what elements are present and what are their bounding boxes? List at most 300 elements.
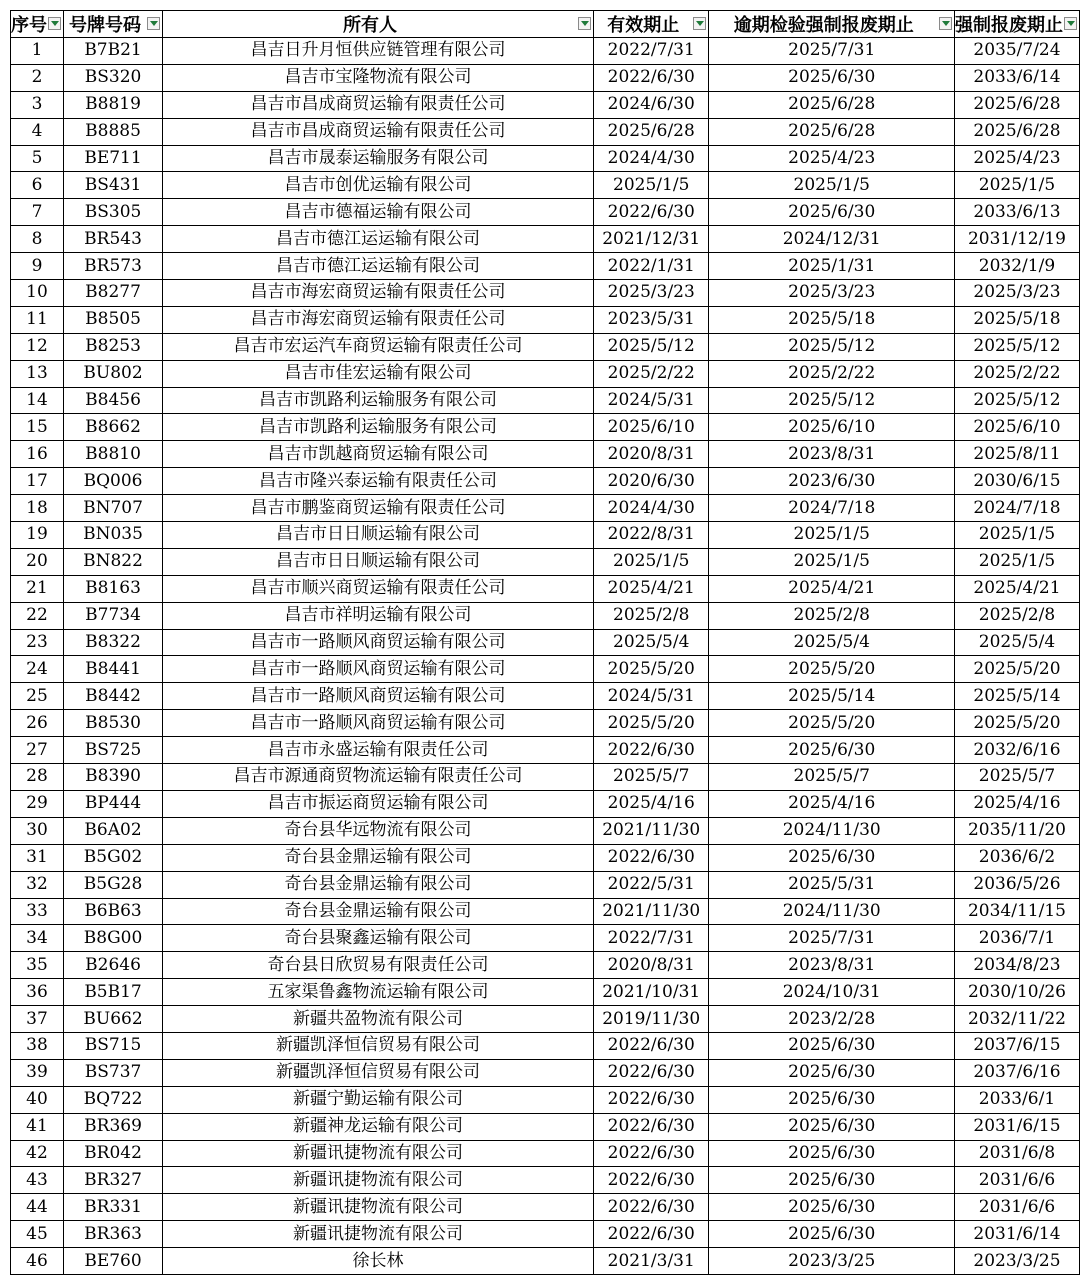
filter-dropdown-icon[interactable] bbox=[939, 17, 952, 30]
cell-plate[interactable]: B6B63 bbox=[64, 898, 163, 925]
cell-seq[interactable]: 11 bbox=[11, 306, 64, 333]
cell-owner[interactable]: 昌吉市隆兴泰运输有限责任公司 bbox=[163, 468, 594, 495]
cell-plate[interactable]: B8322 bbox=[64, 629, 163, 656]
table-row[interactable] bbox=[11, 1140, 1080, 1167]
cell-valid-until[interactable]: 2021/11/30 bbox=[594, 898, 709, 925]
cell-plate[interactable]: BU802 bbox=[64, 360, 163, 387]
cell-owner[interactable]: 新疆神龙运输有限公司 bbox=[163, 1113, 594, 1140]
cell-overdue-scrap[interactable]: 2025/6/30 bbox=[709, 844, 955, 871]
cell-valid-until[interactable]: 2022/6/30 bbox=[594, 1086, 709, 1113]
cell-valid-until[interactable]: 2022/6/30 bbox=[594, 1221, 709, 1248]
table-row[interactable] bbox=[11, 764, 1080, 791]
cell-plate[interactable]: B8505 bbox=[64, 306, 163, 333]
table-row[interactable] bbox=[11, 226, 1080, 253]
cell-plate[interactable]: B8810 bbox=[64, 441, 163, 468]
cell-valid-until[interactable]: 2025/5/12 bbox=[594, 333, 709, 360]
cell-valid-until[interactable]: 2022/6/30 bbox=[594, 64, 709, 91]
cell-owner[interactable]: 昌吉市鹏鉴商贸运输有限责任公司 bbox=[163, 495, 594, 522]
table-row[interactable] bbox=[11, 280, 1080, 307]
filter-dropdown-icon[interactable] bbox=[1064, 17, 1077, 30]
cell-seq[interactable]: 6 bbox=[11, 172, 64, 199]
table-row[interactable] bbox=[11, 602, 1080, 629]
cell-overdue-scrap[interactable]: 2025/6/30 bbox=[709, 1032, 955, 1059]
cell-seq[interactable]: 39 bbox=[11, 1059, 64, 1086]
cell-plate[interactable]: BN707 bbox=[64, 495, 163, 522]
cell-owner[interactable]: 昌吉市祥明运输有限公司 bbox=[163, 602, 594, 629]
cell-owner[interactable]: 昌吉市德江运运输有限公司 bbox=[163, 253, 594, 280]
cell-overdue-scrap[interactable]: 2025/6/30 bbox=[709, 199, 955, 226]
cell-owner[interactable]: 新疆讯捷物流有限公司 bbox=[163, 1221, 594, 1248]
cell-mandatory-scrap[interactable]: 2025/5/14 bbox=[954, 683, 1079, 710]
cell-mandatory-scrap[interactable]: 2035/11/20 bbox=[954, 817, 1079, 844]
cell-plate[interactable]: BS431 bbox=[64, 172, 163, 199]
cell-seq[interactable]: 1 bbox=[11, 38, 64, 65]
cell-mandatory-scrap[interactable]: 2025/5/20 bbox=[954, 710, 1079, 737]
filter-dropdown-icon[interactable] bbox=[147, 17, 160, 30]
cell-valid-until[interactable]: 2025/2/8 bbox=[594, 602, 709, 629]
cell-owner[interactable]: 奇台县华远物流有限公司 bbox=[163, 817, 594, 844]
cell-mandatory-scrap[interactable]: 2025/4/21 bbox=[954, 575, 1079, 602]
cell-valid-until[interactable]: 2024/6/30 bbox=[594, 91, 709, 118]
cell-seq[interactable]: 22 bbox=[11, 602, 64, 629]
cell-plate[interactable]: BR331 bbox=[64, 1194, 163, 1221]
cell-valid-until[interactable]: 2022/6/30 bbox=[594, 1140, 709, 1167]
cell-overdue-scrap[interactable]: 2025/6/30 bbox=[709, 1221, 955, 1248]
cell-valid-until[interactable]: 2020/8/31 bbox=[594, 952, 709, 979]
table-row[interactable] bbox=[11, 871, 1080, 898]
cell-mandatory-scrap[interactable]: 2025/1/5 bbox=[954, 172, 1079, 199]
table-row[interactable] bbox=[11, 333, 1080, 360]
cell-overdue-scrap[interactable]: 2025/6/30 bbox=[709, 1086, 955, 1113]
cell-owner[interactable]: 昌吉市创优运输有限公司 bbox=[163, 172, 594, 199]
cell-plate[interactable]: B8441 bbox=[64, 656, 163, 683]
cell-valid-until[interactable]: 2022/6/30 bbox=[594, 1194, 709, 1221]
cell-valid-until[interactable]: 2024/4/30 bbox=[594, 495, 709, 522]
cell-owner[interactable]: 昌吉市凯路利运输服务有限公司 bbox=[163, 387, 594, 414]
cell-overdue-scrap[interactable]: 2025/5/18 bbox=[709, 306, 955, 333]
cell-plate[interactable]: BP444 bbox=[64, 790, 163, 817]
cell-owner[interactable]: 昌吉市一路顺风商贸运输有限公司 bbox=[163, 656, 594, 683]
cell-plate[interactable]: BR369 bbox=[64, 1113, 163, 1140]
cell-valid-until[interactable]: 2022/7/31 bbox=[594, 925, 709, 952]
table-row[interactable] bbox=[11, 1113, 1080, 1140]
cell-valid-until[interactable]: 2025/1/5 bbox=[594, 172, 709, 199]
filter-dropdown-icon[interactable] bbox=[48, 17, 61, 30]
cell-valid-until[interactable]: 2022/6/30 bbox=[594, 1113, 709, 1140]
cell-mandatory-scrap[interactable]: 2037/6/15 bbox=[954, 1032, 1079, 1059]
cell-mandatory-scrap[interactable]: 2025/6/10 bbox=[954, 414, 1079, 441]
cell-plate[interactable]: B2646 bbox=[64, 952, 163, 979]
table-row[interactable] bbox=[11, 199, 1080, 226]
cell-overdue-scrap[interactable]: 2023/8/31 bbox=[709, 952, 955, 979]
table-row[interactable] bbox=[11, 952, 1080, 979]
cell-owner[interactable]: 新疆宁勤运输有限公司 bbox=[163, 1086, 594, 1113]
cell-mandatory-scrap[interactable]: 2035/7/24 bbox=[954, 38, 1079, 65]
cell-mandatory-scrap[interactable]: 2025/1/5 bbox=[954, 548, 1079, 575]
cell-overdue-scrap[interactable]: 2025/5/31 bbox=[709, 871, 955, 898]
cell-overdue-scrap[interactable]: 2023/3/25 bbox=[709, 1248, 955, 1275]
filter-dropdown-icon[interactable] bbox=[693, 17, 706, 30]
cell-seq[interactable]: 17 bbox=[11, 468, 64, 495]
cell-mandatory-scrap[interactable]: 2034/11/15 bbox=[954, 898, 1079, 925]
cell-owner[interactable]: 昌吉市佳宏运输有限公司 bbox=[163, 360, 594, 387]
table-row[interactable] bbox=[11, 817, 1080, 844]
cell-mandatory-scrap[interactable]: 2031/6/14 bbox=[954, 1221, 1079, 1248]
cell-plate[interactable]: B8163 bbox=[64, 575, 163, 602]
cell-overdue-scrap[interactable]: 2025/6/30 bbox=[709, 1140, 955, 1167]
cell-overdue-scrap[interactable]: 2025/6/30 bbox=[709, 64, 955, 91]
cell-overdue-scrap[interactable]: 2025/5/12 bbox=[709, 333, 955, 360]
cell-seq[interactable]: 23 bbox=[11, 629, 64, 656]
cell-mandatory-scrap[interactable]: 2025/3/23 bbox=[954, 280, 1079, 307]
cell-overdue-scrap[interactable]: 2025/4/23 bbox=[709, 145, 955, 172]
cell-seq[interactable]: 2 bbox=[11, 64, 64, 91]
cell-overdue-scrap[interactable]: 2024/11/30 bbox=[709, 817, 955, 844]
table-row[interactable] bbox=[11, 414, 1080, 441]
cell-valid-until[interactable]: 2022/6/30 bbox=[594, 199, 709, 226]
cell-valid-until[interactable]: 2022/5/31 bbox=[594, 871, 709, 898]
cell-plate[interactable]: BE711 bbox=[64, 145, 163, 172]
cell-seq[interactable]: 44 bbox=[11, 1194, 64, 1221]
cell-mandatory-scrap[interactable]: 2025/8/11 bbox=[954, 441, 1079, 468]
cell-mandatory-scrap[interactable]: 2025/5/18 bbox=[954, 306, 1079, 333]
cell-seq[interactable]: 27 bbox=[11, 737, 64, 764]
cell-mandatory-scrap[interactable]: 2032/1/9 bbox=[954, 253, 1079, 280]
cell-plate[interactable]: BQ722 bbox=[64, 1086, 163, 1113]
cell-overdue-scrap[interactable]: 2025/6/30 bbox=[709, 737, 955, 764]
cell-overdue-scrap[interactable]: 2025/1/5 bbox=[709, 548, 955, 575]
cell-plate[interactable]: B8662 bbox=[64, 414, 163, 441]
cell-overdue-scrap[interactable]: 2025/5/14 bbox=[709, 683, 955, 710]
cell-overdue-scrap[interactable]: 2023/2/28 bbox=[709, 1006, 955, 1033]
cell-valid-until[interactable]: 2022/6/30 bbox=[594, 844, 709, 871]
cell-plate[interactable]: B8253 bbox=[64, 333, 163, 360]
cell-plate[interactable]: B7B21 bbox=[64, 38, 163, 65]
table-row[interactable] bbox=[11, 38, 1080, 65]
cell-valid-until[interactable]: 2022/1/31 bbox=[594, 253, 709, 280]
table-row[interactable] bbox=[11, 91, 1080, 118]
cell-mandatory-scrap[interactable]: 2032/6/16 bbox=[954, 737, 1079, 764]
cell-overdue-scrap[interactable]: 2025/5/20 bbox=[709, 710, 955, 737]
cell-plate[interactable]: BR573 bbox=[64, 253, 163, 280]
cell-seq[interactable]: 20 bbox=[11, 548, 64, 575]
cell-plate[interactable]: BR327 bbox=[64, 1167, 163, 1194]
cell-plate[interactable]: BQ006 bbox=[64, 468, 163, 495]
cell-mandatory-scrap[interactable]: 2024/7/18 bbox=[954, 495, 1079, 522]
cell-overdue-scrap[interactable]: 2025/1/5 bbox=[709, 172, 955, 199]
cell-overdue-scrap[interactable]: 2023/8/31 bbox=[709, 441, 955, 468]
cell-owner[interactable]: 新疆凯泽恒信贸易有限公司 bbox=[163, 1032, 594, 1059]
cell-valid-until[interactable]: 2022/6/30 bbox=[594, 1032, 709, 1059]
cell-valid-until[interactable]: 2022/8/31 bbox=[594, 522, 709, 549]
cell-mandatory-scrap[interactable]: 2025/5/20 bbox=[954, 656, 1079, 683]
table-row[interactable] bbox=[11, 548, 1080, 575]
table-row[interactable] bbox=[11, 306, 1080, 333]
cell-plate[interactable]: B8530 bbox=[64, 710, 163, 737]
cell-overdue-scrap[interactable]: 2025/5/7 bbox=[709, 764, 955, 791]
table-row[interactable] bbox=[11, 172, 1080, 199]
cell-owner[interactable]: 奇台县金鼎运输有限公司 bbox=[163, 871, 594, 898]
cell-valid-until[interactable]: 2025/5/20 bbox=[594, 710, 709, 737]
table-row[interactable] bbox=[11, 1006, 1080, 1033]
cell-overdue-scrap[interactable]: 2025/7/31 bbox=[709, 38, 955, 65]
cell-overdue-scrap[interactable]: 2024/12/31 bbox=[709, 226, 955, 253]
cell-plate[interactable]: B8G00 bbox=[64, 925, 163, 952]
cell-mandatory-scrap[interactable]: 2025/5/12 bbox=[954, 387, 1079, 414]
cell-overdue-scrap[interactable]: 2025/1/31 bbox=[709, 253, 955, 280]
table-row[interactable] bbox=[11, 387, 1080, 414]
cell-seq[interactable]: 4 bbox=[11, 118, 64, 145]
cell-owner[interactable]: 奇台县聚鑫运输有限公司 bbox=[163, 925, 594, 952]
cell-valid-until[interactable]: 2022/6/30 bbox=[594, 1059, 709, 1086]
cell-overdue-scrap[interactable]: 2025/2/8 bbox=[709, 602, 955, 629]
cell-seq[interactable]: 24 bbox=[11, 656, 64, 683]
cell-valid-until[interactable]: 2025/5/4 bbox=[594, 629, 709, 656]
cell-seq[interactable]: 13 bbox=[11, 360, 64, 387]
cell-seq[interactable]: 7 bbox=[11, 199, 64, 226]
cell-seq[interactable]: 45 bbox=[11, 1221, 64, 1248]
cell-seq[interactable]: 43 bbox=[11, 1167, 64, 1194]
cell-overdue-scrap[interactable]: 2025/7/31 bbox=[709, 925, 955, 952]
cell-mandatory-scrap[interactable]: 2031/6/6 bbox=[954, 1167, 1079, 1194]
cell-overdue-scrap[interactable]: 2025/5/20 bbox=[709, 656, 955, 683]
cell-seq[interactable]: 37 bbox=[11, 1006, 64, 1033]
cell-overdue-scrap[interactable]: 2025/5/4 bbox=[709, 629, 955, 656]
table-row[interactable] bbox=[11, 683, 1080, 710]
cell-mandatory-scrap[interactable]: 2025/6/28 bbox=[954, 91, 1079, 118]
cell-owner[interactable]: 昌吉市振运商贸运输有限公司 bbox=[163, 790, 594, 817]
cell-valid-until[interactable]: 2025/4/16 bbox=[594, 790, 709, 817]
cell-owner[interactable]: 昌吉市凯路利运输服务有限公司 bbox=[163, 414, 594, 441]
cell-mandatory-scrap[interactable]: 2031/12/19 bbox=[954, 226, 1079, 253]
cell-seq[interactable]: 12 bbox=[11, 333, 64, 360]
table-row[interactable] bbox=[11, 898, 1080, 925]
cell-owner[interactable]: 昌吉市凯越商贸运输有限公司 bbox=[163, 441, 594, 468]
cell-owner[interactable]: 新疆讯捷物流有限公司 bbox=[163, 1194, 594, 1221]
cell-owner[interactable]: 昌吉市昌成商贸运输有限责任公司 bbox=[163, 91, 594, 118]
cell-seq[interactable]: 30 bbox=[11, 817, 64, 844]
cell-owner[interactable]: 昌吉市日日顺运输有限公司 bbox=[163, 548, 594, 575]
cell-mandatory-scrap[interactable]: 2025/5/12 bbox=[954, 333, 1079, 360]
cell-valid-until[interactable]: 2025/6/28 bbox=[594, 118, 709, 145]
cell-plate[interactable]: B5B17 bbox=[64, 979, 163, 1006]
cell-valid-until[interactable]: 2020/6/30 bbox=[594, 468, 709, 495]
cell-mandatory-scrap[interactable]: 2025/5/4 bbox=[954, 629, 1079, 656]
cell-overdue-scrap[interactable]: 2023/6/30 bbox=[709, 468, 955, 495]
cell-plate[interactable]: B8885 bbox=[64, 118, 163, 145]
cell-valid-until[interactable]: 2022/6/30 bbox=[594, 737, 709, 764]
cell-valid-until[interactable]: 2025/5/20 bbox=[594, 656, 709, 683]
table-row[interactable] bbox=[11, 441, 1080, 468]
cell-valid-until[interactable]: 2021/10/31 bbox=[594, 979, 709, 1006]
cell-owner[interactable]: 奇台县日欣贸易有限责任公司 bbox=[163, 952, 594, 979]
cell-seq[interactable]: 28 bbox=[11, 764, 64, 791]
cell-seq[interactable]: 16 bbox=[11, 441, 64, 468]
cell-seq[interactable]: 29 bbox=[11, 790, 64, 817]
cell-owner[interactable]: 新疆凯泽恒信贸易有限公司 bbox=[163, 1059, 594, 1086]
cell-owner[interactable]: 昌吉市永盛运输有限责任公司 bbox=[163, 737, 594, 764]
table-row[interactable] bbox=[11, 253, 1080, 280]
table-row[interactable] bbox=[11, 575, 1080, 602]
cell-mandatory-scrap[interactable]: 2025/2/8 bbox=[954, 602, 1079, 629]
cell-owner[interactable]: 昌吉市昌成商贸运输有限责任公司 bbox=[163, 118, 594, 145]
cell-mandatory-scrap[interactable]: 2030/6/15 bbox=[954, 468, 1079, 495]
cell-overdue-scrap[interactable]: 2025/6/28 bbox=[709, 91, 955, 118]
cell-owner[interactable]: 昌吉市日日顺运输有限公司 bbox=[163, 522, 594, 549]
cell-valid-until[interactable]: 2025/3/23 bbox=[594, 280, 709, 307]
cell-owner[interactable]: 徐长林 bbox=[163, 1248, 594, 1275]
table-row[interactable] bbox=[11, 1248, 1080, 1275]
cell-seq[interactable]: 36 bbox=[11, 979, 64, 1006]
cell-plate[interactable]: B8456 bbox=[64, 387, 163, 414]
cell-mandatory-scrap[interactable]: 2033/6/13 bbox=[954, 199, 1079, 226]
cell-plate[interactable]: B5G28 bbox=[64, 871, 163, 898]
cell-valid-until[interactable]: 2025/1/5 bbox=[594, 548, 709, 575]
cell-seq[interactable]: 40 bbox=[11, 1086, 64, 1113]
table-row[interactable] bbox=[11, 1194, 1080, 1221]
table-row[interactable] bbox=[11, 64, 1080, 91]
table-row[interactable] bbox=[11, 629, 1080, 656]
cell-owner[interactable]: 昌吉市一路顺风商贸运输有限公司 bbox=[163, 629, 594, 656]
cell-mandatory-scrap[interactable]: 2033/6/14 bbox=[954, 64, 1079, 91]
cell-plate[interactable]: BS725 bbox=[64, 737, 163, 764]
cell-valid-until[interactable]: 2020/8/31 bbox=[594, 441, 709, 468]
table-row[interactable] bbox=[11, 145, 1080, 172]
cell-owner[interactable]: 昌吉市海宏商贸运输有限责任公司 bbox=[163, 280, 594, 307]
cell-plate[interactable]: BR363 bbox=[64, 1221, 163, 1248]
cell-overdue-scrap[interactable]: 2025/6/10 bbox=[709, 414, 955, 441]
cell-valid-until[interactable]: 2021/3/31 bbox=[594, 1248, 709, 1275]
cell-seq[interactable]: 25 bbox=[11, 683, 64, 710]
cell-valid-until[interactable]: 2022/7/31 bbox=[594, 38, 709, 65]
cell-overdue-scrap[interactable]: 2024/10/31 bbox=[709, 979, 955, 1006]
cell-seq[interactable]: 31 bbox=[11, 844, 64, 871]
cell-mandatory-scrap[interactable]: 2036/6/2 bbox=[954, 844, 1079, 871]
cell-mandatory-scrap[interactable]: 2030/10/26 bbox=[954, 979, 1079, 1006]
cell-owner[interactable]: 新疆共盈物流有限公司 bbox=[163, 1006, 594, 1033]
cell-seq[interactable]: 3 bbox=[11, 91, 64, 118]
table-row[interactable] bbox=[11, 979, 1080, 1006]
cell-overdue-scrap[interactable]: 2025/6/28 bbox=[709, 118, 955, 145]
cell-owner[interactable]: 昌吉市顺兴商贸运输有限责任公司 bbox=[163, 575, 594, 602]
cell-overdue-scrap[interactable]: 2025/4/21 bbox=[709, 575, 955, 602]
cell-overdue-scrap[interactable]: 2025/6/30 bbox=[709, 1113, 955, 1140]
cell-mandatory-scrap[interactable]: 2025/4/23 bbox=[954, 145, 1079, 172]
cell-seq[interactable]: 42 bbox=[11, 1140, 64, 1167]
cell-valid-until[interactable]: 2024/5/31 bbox=[594, 387, 709, 414]
cell-overdue-scrap[interactable]: 2025/2/22 bbox=[709, 360, 955, 387]
cell-owner[interactable]: 昌吉市一路顺风商贸运输有限公司 bbox=[163, 683, 594, 710]
cell-seq[interactable]: 21 bbox=[11, 575, 64, 602]
cell-seq[interactable]: 19 bbox=[11, 522, 64, 549]
cell-seq[interactable]: 15 bbox=[11, 414, 64, 441]
cell-valid-until[interactable]: 2025/2/22 bbox=[594, 360, 709, 387]
cell-valid-until[interactable]: 2024/5/31 bbox=[594, 683, 709, 710]
cell-seq[interactable]: 14 bbox=[11, 387, 64, 414]
cell-valid-until[interactable]: 2021/11/30 bbox=[594, 817, 709, 844]
cell-overdue-scrap[interactable]: 2025/6/30 bbox=[709, 1194, 955, 1221]
cell-seq[interactable]: 8 bbox=[11, 226, 64, 253]
cell-plate[interactable]: BN035 bbox=[64, 522, 163, 549]
cell-valid-until[interactable]: 2025/5/7 bbox=[594, 764, 709, 791]
cell-mandatory-scrap[interactable]: 2025/1/5 bbox=[954, 522, 1079, 549]
cell-seq[interactable]: 5 bbox=[11, 145, 64, 172]
table-row[interactable] bbox=[11, 844, 1080, 871]
cell-overdue-scrap[interactable]: 2025/6/30 bbox=[709, 1167, 955, 1194]
table-row[interactable] bbox=[11, 656, 1080, 683]
table-row[interactable] bbox=[11, 710, 1080, 737]
cell-owner[interactable]: 昌吉市源通商贸物流运输有限责任公司 bbox=[163, 764, 594, 791]
table-row[interactable] bbox=[11, 1221, 1080, 1248]
cell-mandatory-scrap[interactable]: 2031/6/15 bbox=[954, 1113, 1079, 1140]
cell-overdue-scrap[interactable]: 2024/7/18 bbox=[709, 495, 955, 522]
cell-owner[interactable]: 昌吉日升月恒供应链管理有限公司 bbox=[163, 38, 594, 65]
cell-owner[interactable]: 奇台县金鼎运输有限公司 bbox=[163, 898, 594, 925]
cell-mandatory-scrap[interactable]: 2032/11/22 bbox=[954, 1006, 1079, 1033]
cell-owner[interactable]: 昌吉市宝隆物流有限公司 bbox=[163, 64, 594, 91]
table-row[interactable] bbox=[11, 1059, 1080, 1086]
table-row[interactable] bbox=[11, 790, 1080, 817]
cell-valid-until[interactable]: 2025/6/10 bbox=[594, 414, 709, 441]
cell-seq[interactable]: 35 bbox=[11, 952, 64, 979]
cell-owner[interactable]: 新疆讯捷物流有限公司 bbox=[163, 1167, 594, 1194]
cell-mandatory-scrap[interactable]: 2036/5/26 bbox=[954, 871, 1079, 898]
table-row[interactable] bbox=[11, 737, 1080, 764]
cell-plate[interactable]: B7734 bbox=[64, 602, 163, 629]
cell-owner[interactable]: 昌吉市海宏商贸运输有限责任公司 bbox=[163, 306, 594, 333]
table-row[interactable] bbox=[11, 1086, 1080, 1113]
cell-seq[interactable]: 26 bbox=[11, 710, 64, 737]
table-row[interactable] bbox=[11, 495, 1080, 522]
cell-plate[interactable]: B8442 bbox=[64, 683, 163, 710]
cell-seq[interactable]: 46 bbox=[11, 1248, 64, 1275]
cell-seq[interactable]: 41 bbox=[11, 1113, 64, 1140]
cell-mandatory-scrap[interactable]: 2034/8/23 bbox=[954, 952, 1079, 979]
cell-valid-until[interactable]: 2025/4/21 bbox=[594, 575, 709, 602]
table-row[interactable] bbox=[11, 118, 1080, 145]
table-row[interactable] bbox=[11, 360, 1080, 387]
cell-overdue-scrap[interactable]: 2025/4/16 bbox=[709, 790, 955, 817]
cell-overdue-scrap[interactable]: 2025/1/5 bbox=[709, 522, 955, 549]
cell-mandatory-scrap[interactable]: 2023/3/25 bbox=[954, 1248, 1079, 1275]
cell-plate[interactable]: BS715 bbox=[64, 1032, 163, 1059]
cell-plate[interactable]: BR042 bbox=[64, 1140, 163, 1167]
cell-overdue-scrap[interactable]: 2025/5/12 bbox=[709, 387, 955, 414]
cell-seq[interactable]: 33 bbox=[11, 898, 64, 925]
cell-plate[interactable]: B8819 bbox=[64, 91, 163, 118]
cell-owner[interactable]: 昌吉市德江运运输有限公司 bbox=[163, 226, 594, 253]
cell-owner[interactable]: 昌吉市晟泰运输服务有限公司 bbox=[163, 145, 594, 172]
cell-valid-until[interactable]: 2024/4/30 bbox=[594, 145, 709, 172]
cell-seq[interactable]: 32 bbox=[11, 871, 64, 898]
cell-owner[interactable]: 五家渠鲁鑫物流运输有限公司 bbox=[163, 979, 594, 1006]
table-row[interactable] bbox=[11, 468, 1080, 495]
cell-overdue-scrap[interactable]: 2024/11/30 bbox=[709, 898, 955, 925]
cell-mandatory-scrap[interactable]: 2025/4/16 bbox=[954, 790, 1079, 817]
cell-owner[interactable]: 昌吉市一路顺风商贸运输有限公司 bbox=[163, 710, 594, 737]
cell-plate[interactable]: BS737 bbox=[64, 1059, 163, 1086]
cell-seq[interactable]: 10 bbox=[11, 280, 64, 307]
cell-seq[interactable]: 9 bbox=[11, 253, 64, 280]
cell-plate[interactable]: BU662 bbox=[64, 1006, 163, 1033]
cell-mandatory-scrap[interactable]: 2037/6/16 bbox=[954, 1059, 1079, 1086]
cell-mandatory-scrap[interactable]: 2031/6/6 bbox=[954, 1194, 1079, 1221]
cell-plate[interactable]: B6A02 bbox=[64, 817, 163, 844]
cell-valid-until[interactable]: 2022/6/30 bbox=[594, 1167, 709, 1194]
table-row[interactable] bbox=[11, 1032, 1080, 1059]
cell-overdue-scrap[interactable]: 2025/6/30 bbox=[709, 1059, 955, 1086]
cell-seq[interactable]: 18 bbox=[11, 495, 64, 522]
